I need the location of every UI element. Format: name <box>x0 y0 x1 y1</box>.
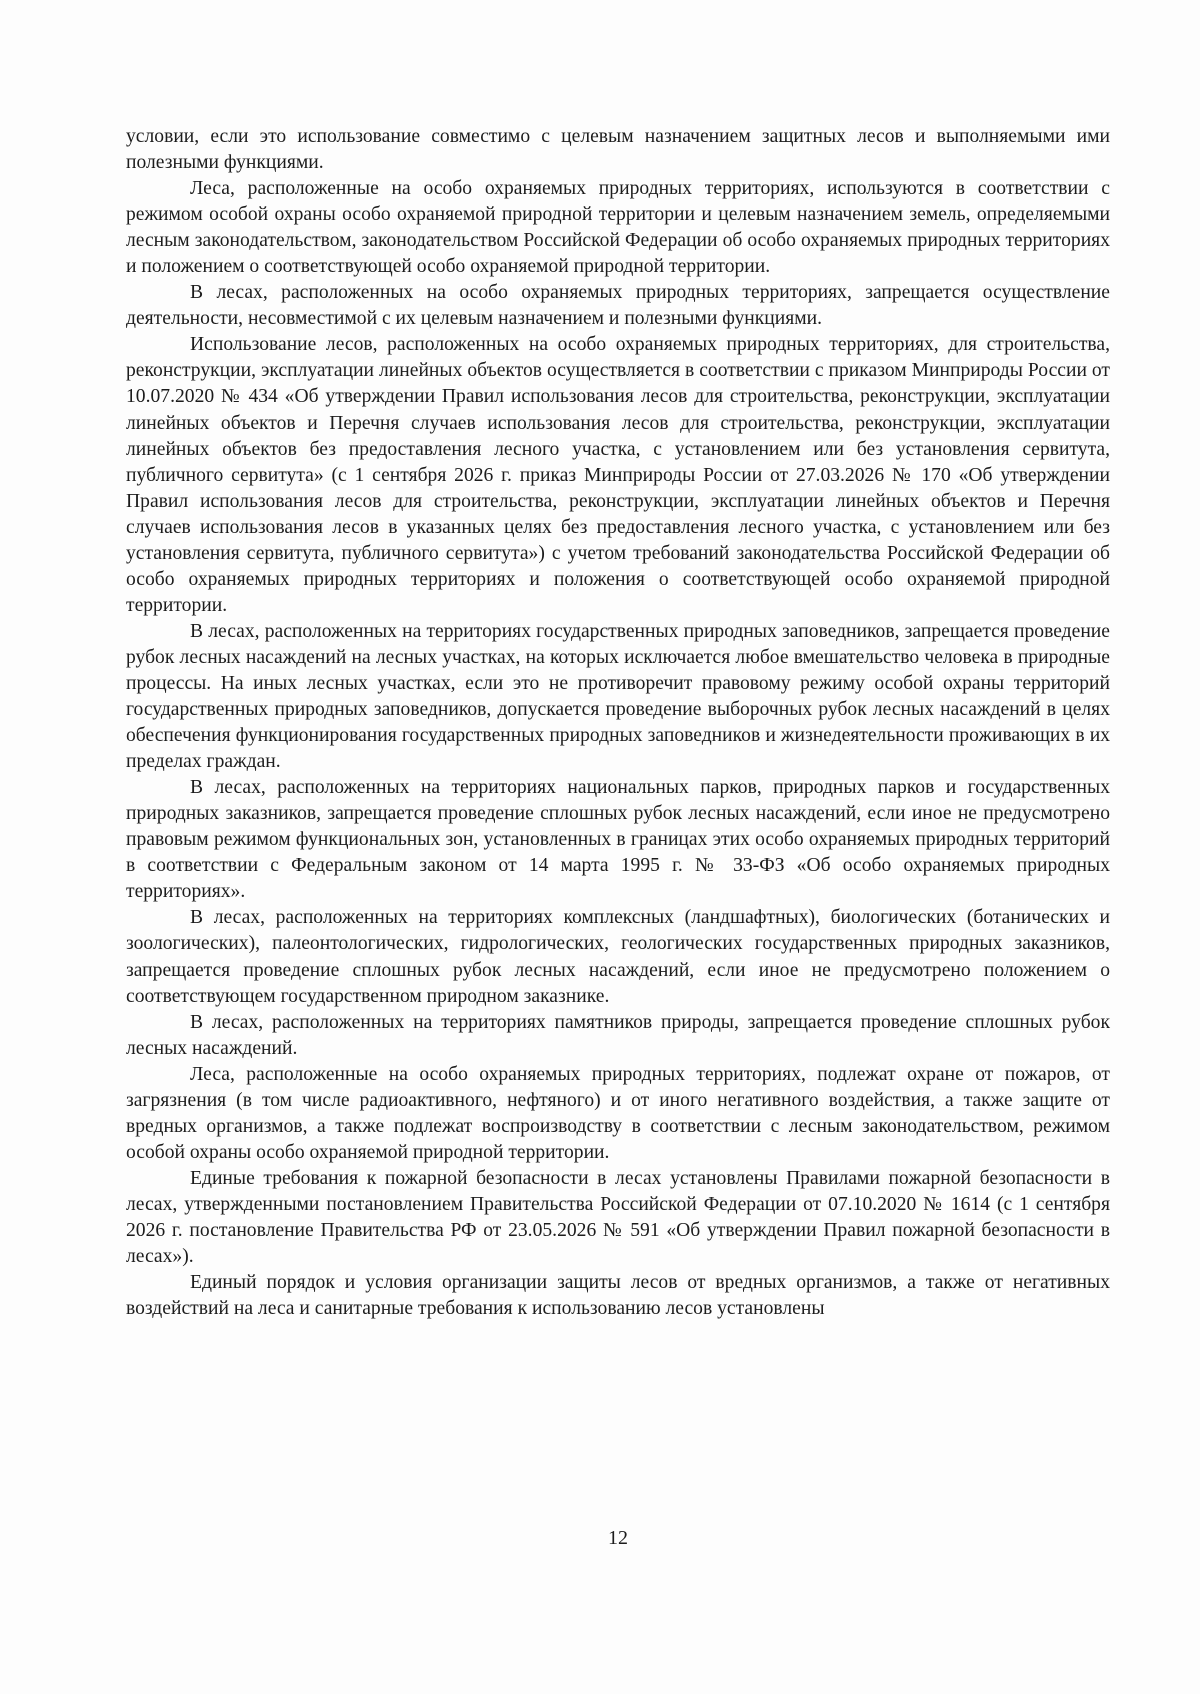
paragraph-national-parks: В лесах, расположенных на территориях национальных парков, природных парков и государственных природных заказников, запрещается проведение сплошных рубок лесных насаждений, если иное не предусмотрено правовым режимом функциональных зон, установленных в границах этих особо охраняемых природных территорий в соответствии с Федеральным законом от 14 марта 1995 г. № 33-ФЗ «Об особо охраняемых природных территориях». <box>126 777 1110 903</box>
document-body <box>126 124 1110 1322</box>
paragraph-natural-monuments: В лесах, расположенных на территориях памятников природы, запрещается проведение сплошных рубок лесных насаждений. <box>126 1011 1110 1059</box>
page-number: 12 <box>608 1527 628 1549</box>
paragraph-pest-protection: Единый порядок и условия организации защиты лесов от вредных организмов, а также от негативных воздействий на леса и санитарные требования к использованию лесов установлены <box>126 1272 1110 1320</box>
paragraph-nature-reserves: В лесах, расположенных на территориях государственных природных заповедников, запрещается проведение рубок лесных насаждений на лесных участках, на которых исключается любое вмешательство человека в природные процессы. На иных лесных участках, если это не противоречит правовому режиму особой охраны территорий государственных природных заповедников, допускается проведение выборочных рубок лесных насаждений в целях обеспечения функционирования государственных природных заповедников и жизнедеятельности проживающих в их пределах граждан. <box>126 620 1110 773</box>
paragraph-prohibited-activities: В лесах, расположенных на особо охраняемых природных территориях, запрещается осуществление деятельности, несовместимой с их целевым назначением и полезными функциями. <box>126 282 1110 330</box>
paragraph-linear-objects: Использование лесов, расположенных на особо охраняемых природных территориях, для строительства, реконструкции, эксплуатации линейных объектов осуществляется в соответствии с приказом Минприроды России от 10.07.2020 № 434 «Об утверждении Правил использования лесов для строительства, реконструкции, эксплуатации линейных объектов и Перечня случаев использования лесов для строительства, реконструкции, эксплуатации линейных объектов без предоставления лесного участка, с установлением или без установления сервитута, публичного сервитута» (с 1 сентября 2026 г. приказ Минприроды России от 27.03.2026 № 170 «Об утверждении Правил использования лесов для строительства, реконструкции, эксплуатации линейных объектов и Перечня случаев использования лесов в указанных целях без предоставления лесного участка, с установлением или без установления сервитута, публичного сервитута») с учетом требований законодательства Российской Федерации об особо охраняемых природных территориях и положения о соответствующей особо охраняемой природной территории. <box>126 334 1110 616</box>
paragraph-protected-territories-usage: Леса, расположенные на особо охраняемых природных территориях, используются в соответствии с режимом особой охраны особо охраняемой природной территории и целевым назначением земель, определяемыми лесным законодательством, законодательством Российской Федерации об особо охраняемых природных территориях и положением о соответствующей особо охраняемой природной территории. <box>126 178 1110 278</box>
paragraph-continuation: условии, если это использование совместимо с целевым назначением защитных лесов и выполняемыми ими полезными функциями. <box>126 126 1110 174</box>
paragraph-sanctuaries: В лесах, расположенных на территориях комплексных (ландшафтных), биологических (ботанических и зоологических), палеонтологических, гидрологических, геологических государственных природных заказников, запрещается проведение сплошных рубок лесных насаждений, если иное не предусмотрено положением о соответствующем государственном природном заказнике. <box>126 907 1110 1007</box>
paragraph-forest-protection: Леса, расположенные на особо охраняемых природных территориях, подлежат охране от пожаров, от загрязнения (в том числе радиоактивного, нефтяного) и от иного негативного воздействия, а также защите от вредных организмов, а также подлежат воспроизводству в соответствии с лесным законодательством, режимом особой охраны особо охраняемой природной территории. <box>126 1063 1110 1163</box>
paragraph-fire-safety: Единые требования к пожарной безопасности в лесах установлены Правилами пожарной безопасности в лесах, утвержденными постановлением Правительства Российской Федерации от 07.10.2020 № 1614 (с 1 сентября 2026 г. постановление Правительства РФ от 23.05.2026 № 591 «Об утверждении Правил пожарной безопасности в лесах»). <box>126 1167 1110 1268</box>
